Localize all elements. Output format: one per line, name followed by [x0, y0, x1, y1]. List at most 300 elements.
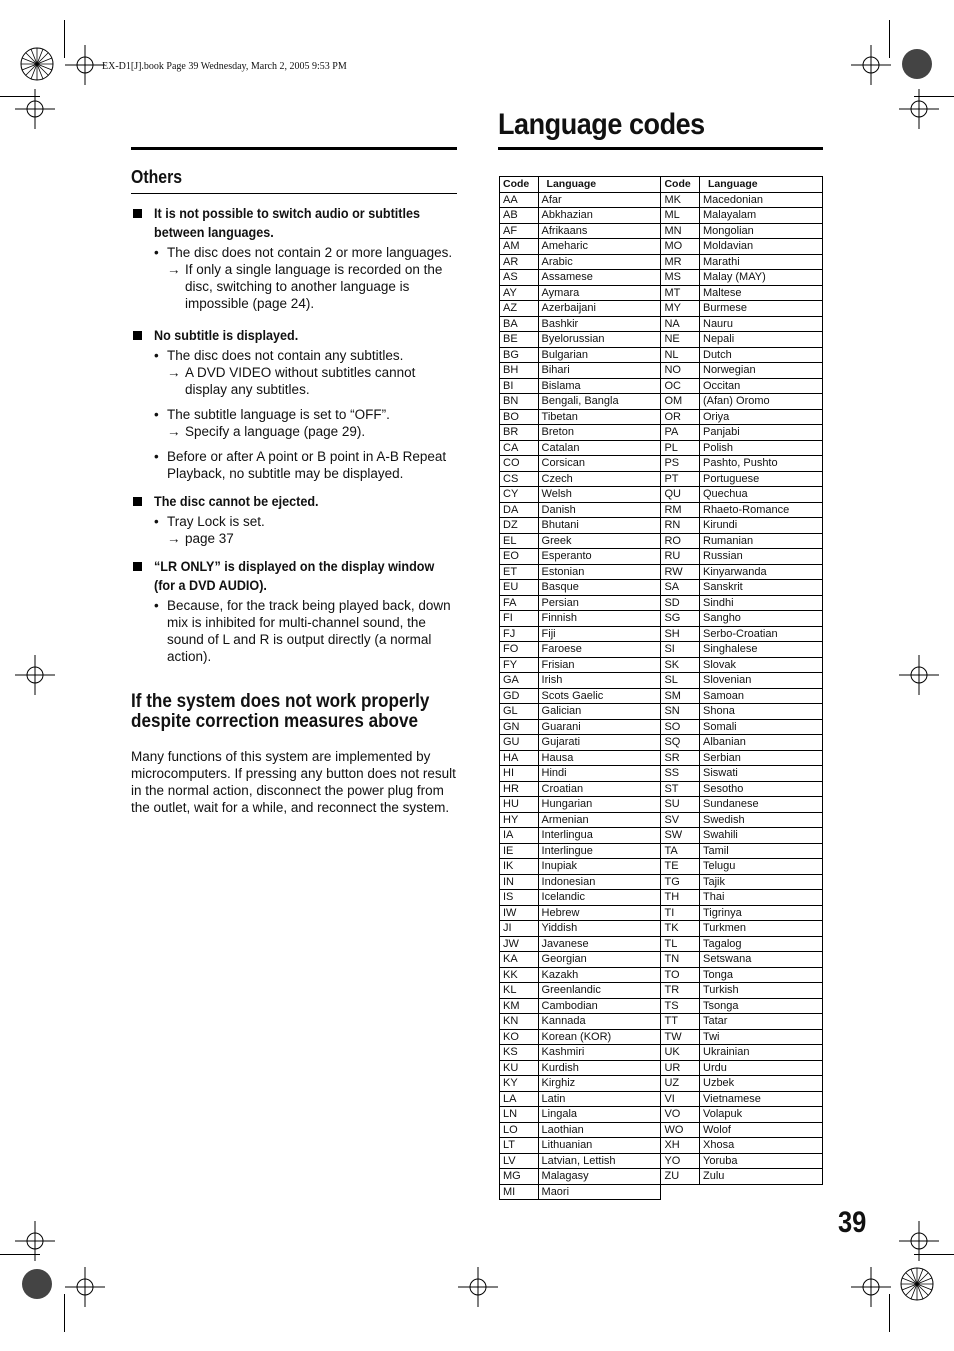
- language-code: KA: [500, 952, 539, 968]
- table-row: [500, 487, 823, 503]
- language-code: EU: [500, 580, 539, 596]
- language-code: TN: [661, 952, 700, 968]
- language-name: Portuguese: [700, 471, 823, 487]
- language-code: FI: [500, 611, 539, 627]
- language-name: Sanskrit: [700, 580, 823, 596]
- language-name: Fiji: [538, 626, 661, 642]
- table-row: [500, 1153, 823, 1169]
- language-code: AB: [500, 208, 539, 224]
- registration-mark-icon: [895, 42, 939, 86]
- language-code: OM: [661, 394, 700, 410]
- language-name: Lingala: [538, 1107, 661, 1123]
- solution-arrow: → A DVD VIDEO without subtitles cannot display any subtitles.: [167, 365, 416, 397]
- language-code: TO: [661, 967, 700, 983]
- language-name: Galician: [538, 704, 661, 720]
- language-code: UR: [661, 1060, 700, 1076]
- language-name: Scots Gaelic: [538, 688, 661, 704]
- language-code: ST: [661, 781, 700, 797]
- language-code: BE: [500, 332, 539, 348]
- language-code: HU: [500, 797, 539, 813]
- language-code: AY: [500, 285, 539, 301]
- language-name: Burmese: [700, 301, 823, 317]
- language-code: QU: [661, 487, 700, 503]
- language-code: MR: [661, 254, 700, 270]
- language-name: Irish: [538, 673, 661, 689]
- language-code: LT: [500, 1138, 539, 1154]
- table-row: [500, 301, 823, 317]
- language-code: AR: [500, 254, 539, 270]
- table-row: [500, 1169, 823, 1185]
- language-name: (Afan) Oromo: [700, 394, 823, 410]
- table-row: [500, 967, 823, 983]
- language-code: TI: [661, 905, 700, 921]
- language-code: SI: [661, 642, 700, 658]
- language-code: TL: [661, 936, 700, 952]
- table-row: [500, 1107, 823, 1123]
- language-name: Moldavian: [700, 239, 823, 255]
- language-code: MS: [661, 270, 700, 286]
- header-language: Language: [538, 177, 661, 193]
- language-code: SA: [661, 580, 700, 596]
- square-bullet-icon: [133, 562, 142, 571]
- table-row: [500, 657, 823, 673]
- table-row: [500, 239, 823, 255]
- language-name: Breton: [538, 425, 661, 441]
- table-row: [500, 642, 823, 658]
- language-code: JI: [500, 921, 539, 937]
- language-name: Siswati: [700, 766, 823, 782]
- table-row: [500, 766, 823, 782]
- table-row: [500, 1014, 823, 1030]
- language-code: ZU: [661, 1169, 700, 1185]
- language-name: Marathi: [700, 254, 823, 270]
- table-row: [500, 440, 823, 456]
- language-name: Samoan: [700, 688, 823, 704]
- language-code: XH: [661, 1138, 700, 1154]
- language-code: SO: [661, 719, 700, 735]
- table-row: [500, 518, 823, 534]
- solution-arrow: → Specify a language (page 29).: [167, 424, 366, 439]
- table-row: [500, 564, 823, 580]
- crop-line: [64, 1294, 65, 1332]
- language-name: Hausa: [538, 750, 661, 766]
- malfunction-body: Many functions of this system are implemented by microcomputers. If pressing any button does not result in the normal action, disconnect the power plug from the outlet, wait for a while, and reconnect the system.: [131, 749, 456, 815]
- language-code: TA: [661, 843, 700, 859]
- language-name: Arabic: [538, 254, 661, 270]
- language-code: DA: [500, 502, 539, 518]
- language-code: SR: [661, 750, 700, 766]
- language-name: Afar: [538, 192, 661, 208]
- language-code: SU: [661, 797, 700, 813]
- language-name: Slovak: [700, 657, 823, 673]
- crop-line: [914, 1254, 954, 1255]
- square-bullet-icon: [133, 331, 142, 340]
- table-row: [500, 874, 823, 890]
- language-code: RN: [661, 518, 700, 534]
- square-bullet-icon: [133, 209, 142, 218]
- language-name: Kashmiri: [538, 1045, 661, 1061]
- language-code: KM: [500, 998, 539, 1014]
- language-name: Corsican: [538, 456, 661, 472]
- language-code: GL: [500, 704, 539, 720]
- others-content: [131, 204, 457, 816]
- language-code: EO: [500, 549, 539, 565]
- language-name: Persian: [538, 595, 661, 611]
- language-name: Afrikaans: [538, 223, 661, 239]
- language-name: Abkhazian: [538, 208, 661, 224]
- language-name: Ameharic: [538, 239, 661, 255]
- language-name: Twi: [700, 1029, 823, 1045]
- others-heading-rule: [131, 193, 457, 194]
- language-code: SQ: [661, 735, 700, 751]
- arrow-right-icon: →: [167, 531, 181, 546]
- language-name: Kazakh: [538, 967, 661, 983]
- language-code: KK: [500, 967, 539, 983]
- language-code: NA: [661, 316, 700, 332]
- language-name: Latvian, Lettish: [538, 1153, 661, 1169]
- language-name: Sangho: [700, 611, 823, 627]
- cause-bullet: • The subtitle language is set to “OFF”.: [154, 407, 390, 422]
- language-code: SH: [661, 626, 700, 642]
- table-row: [500, 456, 823, 472]
- table-row: [500, 502, 823, 518]
- language-name: Icelandic: [538, 890, 661, 906]
- language-name: Russian: [700, 549, 823, 565]
- language-code: LN: [500, 1107, 539, 1123]
- language-name: Bulgarian: [538, 347, 661, 363]
- cause-bullet: • The disc does not contain any subtitles.: [154, 348, 404, 363]
- language-code: PS: [661, 456, 700, 472]
- table-row: [500, 828, 823, 844]
- language-name: Hindi: [538, 766, 661, 782]
- language-name: Latin: [538, 1091, 661, 1107]
- table-row: [500, 983, 823, 999]
- language-name: Turkish: [700, 983, 823, 999]
- language-name: Hebrew: [538, 905, 661, 921]
- language-name: Oriya: [700, 409, 823, 425]
- language-code: KU: [500, 1060, 539, 1076]
- table-row: [500, 471, 823, 487]
- troubleshoot-question: It is not possible to switch audio or subtitles between languages.: [131, 204, 457, 242]
- language-name: Sundanese: [700, 797, 823, 813]
- table-row: [500, 332, 823, 348]
- language-name: Norwegian: [700, 363, 823, 379]
- language-name: Uzbek: [700, 1076, 823, 1092]
- language-name: Frisian: [538, 657, 661, 673]
- table-row: [500, 921, 823, 937]
- title-rule: [498, 147, 823, 150]
- language-name: Shona: [700, 704, 823, 720]
- table-row: [500, 192, 823, 208]
- language-code: UZ: [661, 1076, 700, 1092]
- language-code: CA: [500, 440, 539, 456]
- language-code: IE: [500, 843, 539, 859]
- language-name: Nepali: [700, 332, 823, 348]
- language-code: GD: [500, 688, 539, 704]
- language-code: SG: [661, 611, 700, 627]
- crop-line: [889, 1294, 890, 1332]
- language-name: Greenlandic: [538, 983, 661, 999]
- crosshair-mark-icon: [10, 1216, 60, 1266]
- language-code: MI: [500, 1184, 539, 1200]
- language-name: Pashto, Pushto: [700, 456, 823, 472]
- language-name: Kurdish: [538, 1060, 661, 1076]
- language-code: KL: [500, 983, 539, 999]
- language-name: Kinyarwanda: [700, 564, 823, 580]
- crop-line: [64, 20, 65, 58]
- table-row: [500, 595, 823, 611]
- language-code: IK: [500, 859, 539, 875]
- table-row: [500, 1091, 823, 1107]
- language-code: MG: [500, 1169, 539, 1185]
- language-name: Byelorussian: [538, 332, 661, 348]
- language-code: LV: [500, 1153, 539, 1169]
- crosshair-mark-icon: [894, 650, 944, 700]
- solution-arrow: → If only a single language is recorded on the disc, switching to another language is impossible (page 24).: [167, 262, 443, 311]
- language-name: Vietnamese: [700, 1091, 823, 1107]
- table-row: [500, 859, 823, 875]
- table-row: [500, 223, 823, 239]
- table-row: [500, 533, 823, 549]
- language-name: Finnish: [538, 611, 661, 627]
- language-name: Korean (KOR): [538, 1029, 661, 1045]
- language-code: HY: [500, 812, 539, 828]
- table-row: [500, 363, 823, 379]
- language-name: Estonian: [538, 564, 661, 580]
- cause-bullet: • Tray Lock is set.: [154, 514, 265, 529]
- language-code: BG: [500, 347, 539, 363]
- language-name: Rhaeto-Romance: [700, 502, 823, 518]
- language-name: Malagasy: [538, 1169, 661, 1185]
- cause-bullet: • Before or after A point or B point in A-B Repeat Playback, no subtitle may be displayed.: [154, 449, 447, 481]
- language-name: Slovenian: [700, 673, 823, 689]
- language-name: Tibetan: [538, 409, 661, 425]
- table-row: [500, 425, 823, 441]
- language-name: Dutch: [700, 347, 823, 363]
- language-code: PT: [661, 471, 700, 487]
- language-name: Armenian: [538, 812, 661, 828]
- language-name: Basque: [538, 580, 661, 596]
- crop-line: [0, 96, 40, 97]
- language-code: VO: [661, 1107, 700, 1123]
- language-code: UK: [661, 1045, 700, 1061]
- language-name: Volapuk: [700, 1107, 823, 1123]
- header-code: Code: [661, 177, 700, 193]
- table-row: [500, 316, 823, 332]
- language-code: BR: [500, 425, 539, 441]
- table-row: [500, 208, 823, 224]
- language-name: Gujarati: [538, 735, 661, 751]
- language-code: CO: [500, 456, 539, 472]
- language-code: BH: [500, 363, 539, 379]
- table-row: [500, 611, 823, 627]
- language-code: ML: [661, 208, 700, 224]
- square-bullet-icon: [133, 497, 142, 506]
- language-code: RO: [661, 533, 700, 549]
- language-code: SS: [661, 766, 700, 782]
- language-code: RM: [661, 502, 700, 518]
- table-row: [500, 905, 823, 921]
- table-row: [500, 812, 823, 828]
- language-code: ET: [500, 564, 539, 580]
- table-row: [500, 394, 823, 410]
- language-name: Bhutani: [538, 518, 661, 534]
- language-code: WO: [661, 1122, 700, 1138]
- crosshair-mark-icon: [453, 1262, 503, 1312]
- language-name: Xhosa: [700, 1138, 823, 1154]
- language-code: AA: [500, 192, 539, 208]
- language-code: MO: [661, 239, 700, 255]
- language-name: Telugu: [700, 859, 823, 875]
- language-name: Danish: [538, 502, 661, 518]
- language-code: BO: [500, 409, 539, 425]
- language-code: JW: [500, 936, 539, 952]
- language-name: Thai: [700, 890, 823, 906]
- language-code: SV: [661, 812, 700, 828]
- language-name: Hungarian: [538, 797, 661, 813]
- language-name: Sindhi: [700, 595, 823, 611]
- language-code: GA: [500, 673, 539, 689]
- language-code: TK: [661, 921, 700, 937]
- language-name: Cambodian: [538, 998, 661, 1014]
- language-name: Aymara: [538, 285, 661, 301]
- malfunction-heading: If the system does not work properly despite correction measures above: [131, 691, 430, 732]
- language-code: IS: [500, 890, 539, 906]
- crosshair-mark-icon: [10, 84, 60, 134]
- table-row: [500, 952, 823, 968]
- table-row: [500, 843, 823, 859]
- language-name: Serbo-Croatian: [700, 626, 823, 642]
- section-rule-top: [131, 147, 457, 150]
- table-row: [500, 1060, 823, 1076]
- language-name: Guarani: [538, 719, 661, 735]
- language-code: SD: [661, 595, 700, 611]
- empty-cell: [700, 1184, 823, 1200]
- table-row: [500, 797, 823, 813]
- table-row: [500, 1076, 823, 1092]
- language-code: FA: [500, 595, 539, 611]
- language-code: EL: [500, 533, 539, 549]
- language-name: Lithuanian: [538, 1138, 661, 1154]
- crop-line: [0, 1254, 40, 1255]
- cause-bullet: • The disc does not contain 2 or more languages.: [154, 245, 453, 260]
- table-row: [500, 626, 823, 642]
- language-codes-table: [499, 176, 823, 1200]
- language-code: LA: [500, 1091, 539, 1107]
- language-code: FO: [500, 642, 539, 658]
- language-name: Inupiak: [538, 859, 661, 875]
- table-row: [500, 285, 823, 301]
- table-row: [500, 750, 823, 766]
- language-code: HR: [500, 781, 539, 797]
- language-name: Panjabi: [700, 425, 823, 441]
- language-name: Kirghiz: [538, 1076, 661, 1092]
- language-code: IW: [500, 905, 539, 921]
- table-row: [500, 549, 823, 565]
- language-name: Croatian: [538, 781, 661, 797]
- language-code: OC: [661, 378, 700, 394]
- language-code: KO: [500, 1029, 539, 1045]
- language-name: Kirundi: [700, 518, 823, 534]
- language-code: SL: [661, 673, 700, 689]
- header-code: Code: [500, 177, 539, 193]
- troubleshoot-question: The disc cannot be ejected.: [131, 492, 457, 511]
- others-heading: Others: [131, 167, 183, 187]
- crosshair-mark-icon: [894, 84, 944, 134]
- language-name: Azerbaijani: [538, 301, 661, 317]
- language-code: MK: [661, 192, 700, 208]
- language-name: Sesotho: [700, 781, 823, 797]
- language-code: LO: [500, 1122, 539, 1138]
- language-name: Interlingua: [538, 828, 661, 844]
- table-row: [500, 270, 823, 286]
- table-row: [500, 580, 823, 596]
- language-name: Swahili: [700, 828, 823, 844]
- language-name: Turkmen: [700, 921, 823, 937]
- language-code: BN: [500, 394, 539, 410]
- table-row: [500, 998, 823, 1014]
- language-code: NO: [661, 363, 700, 379]
- language-code: TS: [661, 998, 700, 1014]
- language-code: OR: [661, 409, 700, 425]
- table-row: [500, 781, 823, 797]
- language-code: SM: [661, 688, 700, 704]
- language-name: Tajik: [700, 874, 823, 890]
- language-code: DZ: [500, 518, 539, 534]
- table-row: [500, 1138, 823, 1154]
- solution-arrow: → page 37: [167, 531, 234, 546]
- language-name: Albanian: [700, 735, 823, 751]
- language-code: TE: [661, 859, 700, 875]
- language-code: AZ: [500, 301, 539, 317]
- arrow-right-icon: →: [167, 365, 181, 380]
- language-code: SN: [661, 704, 700, 720]
- table-row: [500, 719, 823, 735]
- table-row: [500, 1029, 823, 1045]
- language-name: Faroese: [538, 642, 661, 658]
- language-code: MN: [661, 223, 700, 239]
- language-name: Macedonian: [700, 192, 823, 208]
- language-name: Ukrainian: [700, 1045, 823, 1061]
- table-row: [500, 936, 823, 952]
- language-name: Zulu: [700, 1169, 823, 1185]
- language-code: TG: [661, 874, 700, 890]
- crop-line: [889, 20, 890, 58]
- language-name: Javanese: [538, 936, 661, 952]
- language-name: Bashkir: [538, 316, 661, 332]
- language-name: Yoruba: [700, 1153, 823, 1169]
- language-name: Kannada: [538, 1014, 661, 1030]
- language-name: Occitan: [700, 378, 823, 394]
- table-row: [500, 1122, 823, 1138]
- language-name: Georgian: [538, 952, 661, 968]
- empty-cell: [661, 1184, 700, 1200]
- table-row: [500, 378, 823, 394]
- language-code: MT: [661, 285, 700, 301]
- language-code: VI: [661, 1091, 700, 1107]
- table-row: [500, 347, 823, 363]
- table-row: [500, 1184, 823, 1200]
- language-code: RW: [661, 564, 700, 580]
- registration-mark-icon: [15, 42, 59, 86]
- table-row: [500, 673, 823, 689]
- crop-line: [914, 96, 954, 97]
- crosshair-mark-icon: [10, 650, 60, 700]
- language-code: BA: [500, 316, 539, 332]
- language-name: Esperanto: [538, 549, 661, 565]
- language-code: KY: [500, 1076, 539, 1092]
- language-name: Singhalese: [700, 642, 823, 658]
